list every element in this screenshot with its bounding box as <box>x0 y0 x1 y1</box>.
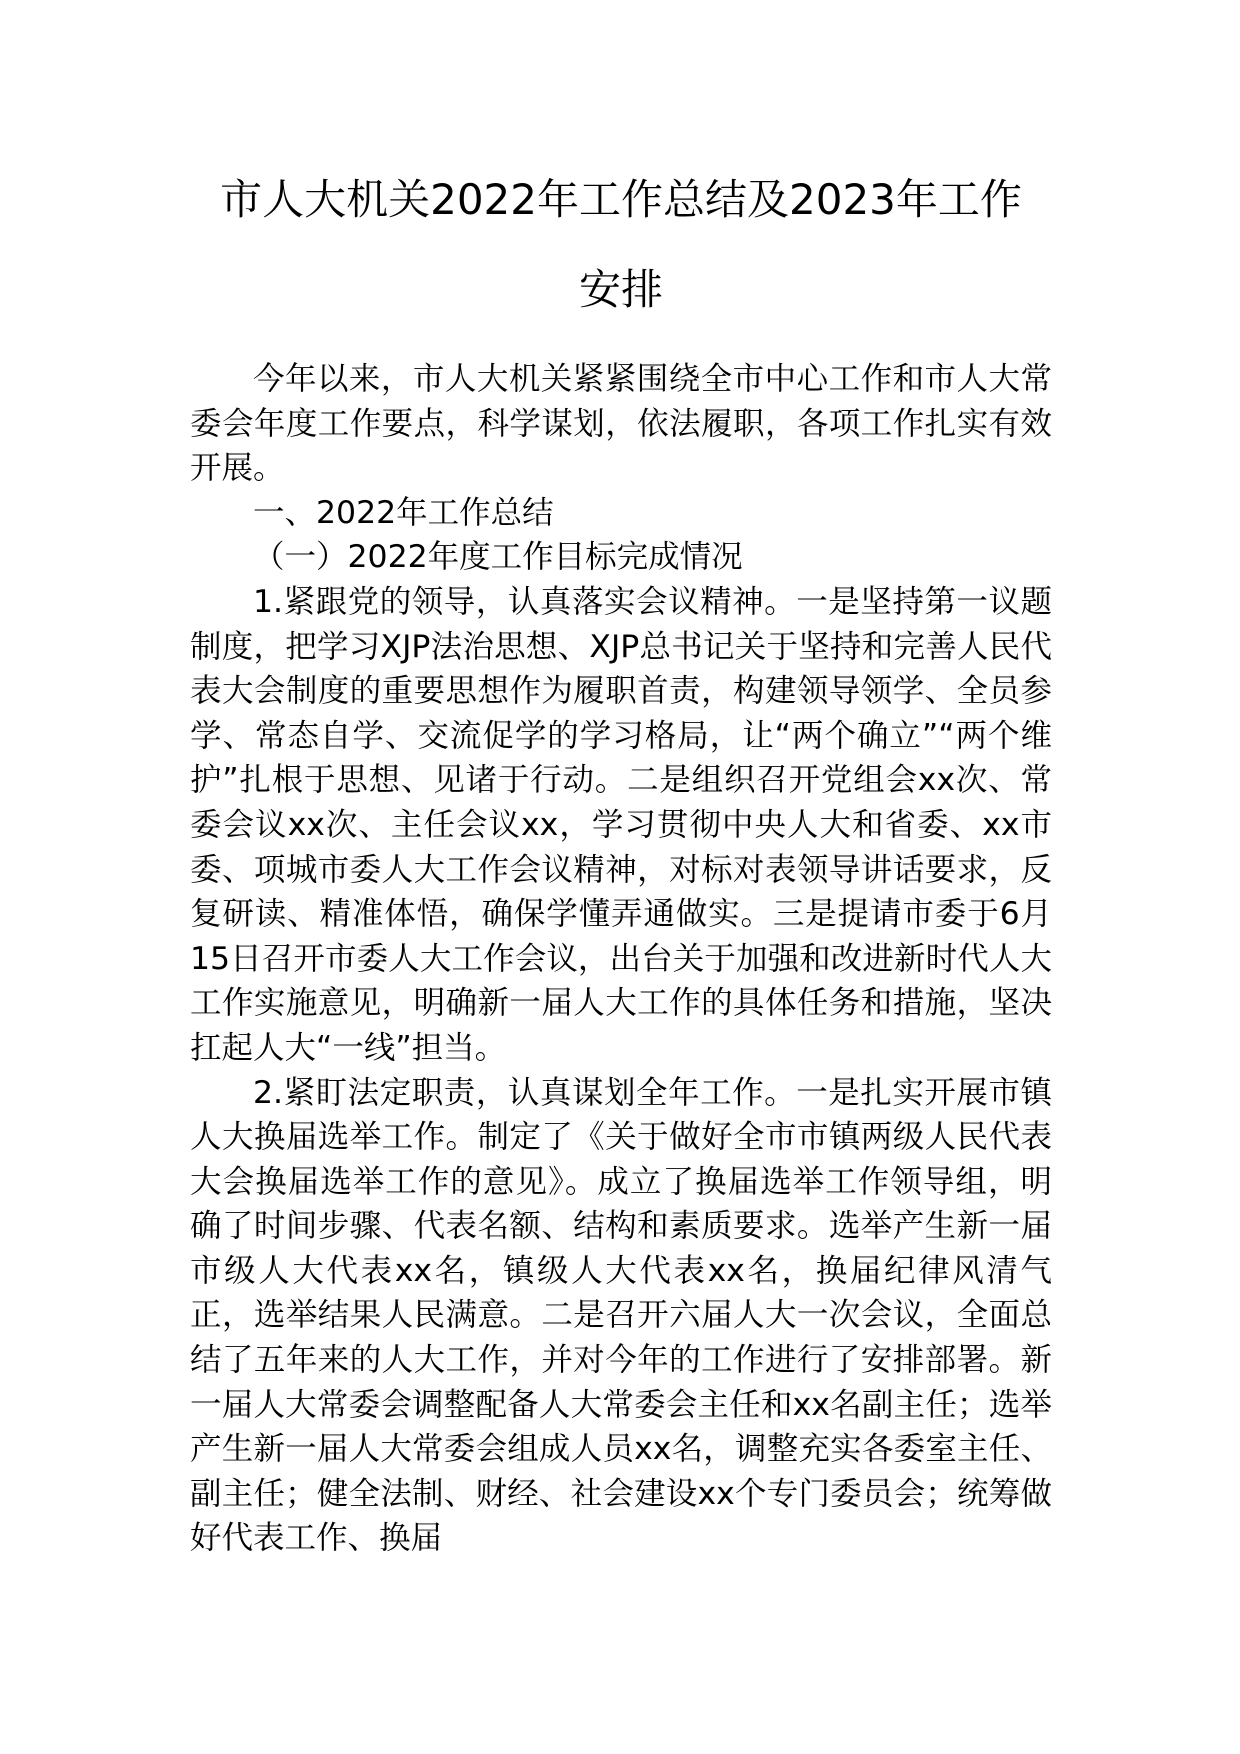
title-line-2: 安排 <box>578 265 663 314</box>
document-title <box>190 155 1052 335</box>
body-paragraph-1: 1.紧跟党的领导，认真落实会议精神。一是坚持第一议题制度，把学习XJP法治思想、XJP总书记关于坚持和完善人民代表大会制度的重要思想作为履职首责，构建领导领学、全员参学、常态自学、交流促学的学习格局，让“两个确立”“两个维护”扎根于思想、见诸于行动。二是组织召开党组会xx次、常委会议xx次、主任会议xx，学习贯彻中央人大和省委、xx市委、项城市委人大工作会议精神，对标对表领导讲话要求，反复研读、精准体悟，确保学懂弄通做实。三是提请市委于6月15日召开市委人大工作会议，出台关于加强和改进新时代人大工作实施意见，明确新一届人大工作的具体任务和措施，坚决扛起人大“一线”担当。 <box>190 583 1052 1066</box>
document-body <box>190 357 1052 1561</box>
body-paragraph-2: 2.紧盯法定职责，认真谋划全年工作。一是扎实开展市镇人大换届选举工作。制定了《关于做好全市市镇两级人民代表大会换届选举工作的意见》。成立了换届选举工作领导组，明确了时间步骤、代表名额、结构和素质要求。选举产生新一届市级人大代表xx名，镇级人大代表xx名，换届纪律风清气正，选举结果人民满意。二是召开六届人大一次会议，全面总结了五年来的人大工作，并对今年的工作进行了安排部署。新一届人大常委会调整配备人大常委会主任和xx名副主任；选举产生新一届人大常委会组成人员xx名，调整充实各委室主任、副主任；健全法制、财经、社会建设xx个专门委员会；统筹做好代表工作、换届 <box>190 1074 1052 1557</box>
document-page <box>190 155 1052 1561</box>
section-heading: 一、2022年工作总结 <box>253 494 554 531</box>
title-line-1: 市人大机关2022年工作总结及2023年工作 <box>220 175 1022 224</box>
subsection-heading: （一）2022年度工作目标完成情况 <box>253 539 743 576</box>
intro-paragraph: 今年以来，市人大机关紧紧围绕全市中心工作和市人大常委会年度工作要点，科学谋划，依法履职，各项工作扎实有效开展。 <box>190 361 1052 487</box>
